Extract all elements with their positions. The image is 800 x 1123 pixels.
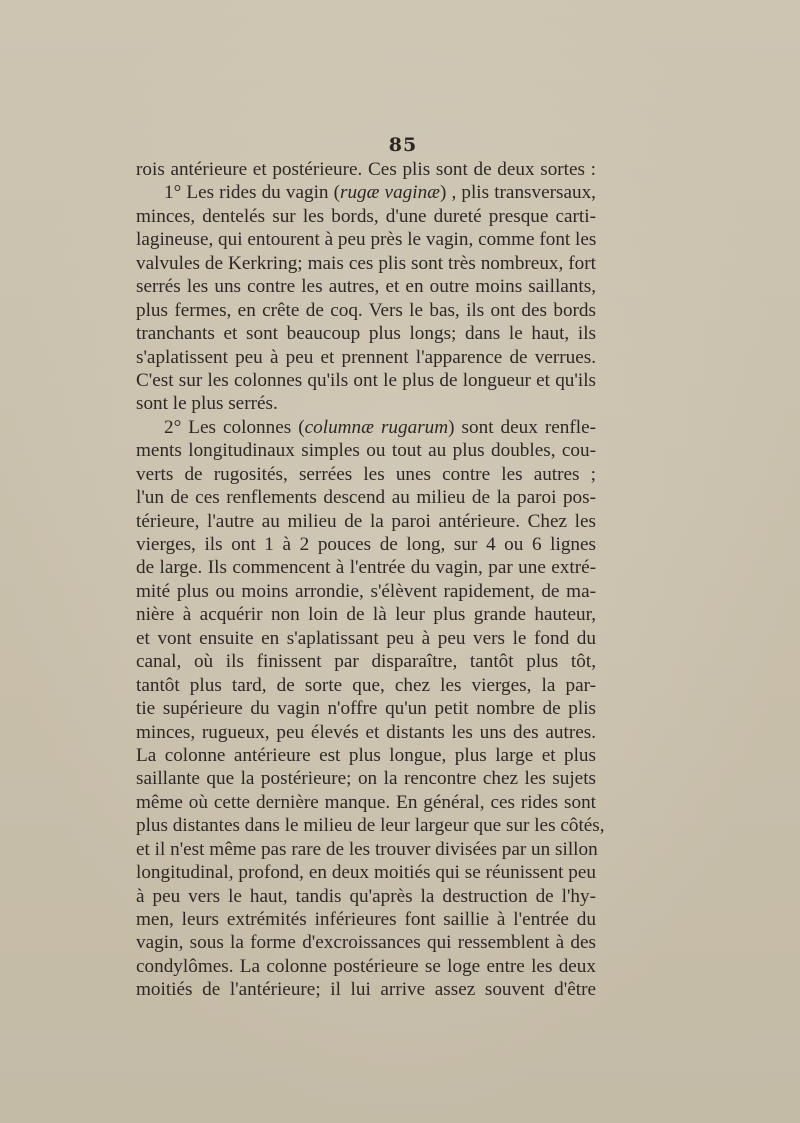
text-segment: C'est sur les colonnes qu'ils ont le plus de longueur et qu'ils — [136, 369, 596, 391]
text-line — [136, 228, 596, 251]
text-segment: l'un de ces renflements descend au milieu de la paroi pos- — [136, 487, 596, 509]
text-segment: La colonne antérieure est plus longue, plus large et plus — [136, 744, 596, 766]
text-line — [136, 439, 596, 462]
text-segment: mité plus ou moins arrondie, s'élèvent rapidement, de ma- — [136, 580, 596, 602]
text-line — [136, 955, 596, 978]
text-line — [136, 275, 596, 298]
text-line — [136, 931, 596, 954]
text-segment: nière à acquérir non loin de là leur plus grande hauteur, — [136, 604, 596, 626]
text-line — [136, 533, 596, 556]
text-line — [136, 908, 596, 931]
text-line — [136, 580, 596, 603]
text-segment: valvules de Kerkring; mais ces plis sont très nombreux, fort — [136, 252, 596, 274]
text-line — [136, 791, 596, 814]
text-line — [136, 861, 596, 884]
text-segment: et il n'est même pas rare de les trouver divisées par un sillon — [136, 838, 598, 860]
text-segment: 2° Les colonnes ( — [164, 416, 305, 438]
text-line — [136, 369, 596, 392]
text-line — [136, 299, 596, 322]
text-line — [136, 650, 596, 673]
text-segment: s'aplatissent peu à peu et prennent l'apparence de verrues. — [136, 346, 596, 368]
text-segment: et vont ensuite en s'aplatissant peu à peu vers le fond du — [136, 627, 596, 649]
text-segment: tie supérieure du vagin n'offre qu'un petit nombre de plis — [136, 698, 596, 720]
page-number: 85 — [388, 134, 418, 156]
text-segment: tantôt plus tard, de sorte que, chez les vierges, la par- — [136, 674, 596, 696]
text-line — [136, 744, 596, 767]
text-segment: lagineuse, qui entourent à peu près le vagin, comme font les — [136, 229, 597, 251]
italic-term: rugæ vaginæ — [340, 182, 440, 204]
text-segment: de large. Ils commencent à l'entrée du vagin, par une extré- — [136, 557, 596, 579]
text-line — [136, 767, 596, 790]
text-line — [136, 814, 605, 837]
text-line — [136, 510, 596, 533]
text-line — [136, 838, 596, 861]
text-line — [136, 721, 596, 744]
text-segment: saillante que la postérieure; on la rencontre chez les sujets — [136, 768, 596, 790]
text-line — [136, 603, 596, 626]
text-line — [136, 556, 596, 579]
text-segment: même où cette dernière manque. En général, ces rides sont — [136, 791, 596, 813]
text-line — [136, 885, 596, 908]
text-segment: 1° Les rides du vagin ( — [164, 182, 340, 204]
text-segment: rois antérieure et postérieure. Ces plis sont de deux sortes : — [136, 159, 596, 180]
body-text — [136, 158, 605, 1002]
text-segment: ) , plis transversaux, — [439, 182, 596, 204]
text-segment: canal, où ils finissent par disparaître, tantôt plus tôt, — [136, 651, 596, 673]
text-segment: tranchants et sont beaucoup plus longs; dans le haut, ils — [136, 323, 596, 345]
text-line — [136, 252, 596, 275]
text-line — [136, 158, 596, 181]
text-segment: minces, rugueux, peu élevés et distants les uns des autres. — [136, 721, 596, 743]
text-segment: à peu vers le haut, tandis qu'après la destruction de l'hy- — [136, 885, 596, 907]
text-segment: minces, dentelés sur les bords, d'une dureté presque carti- — [136, 205, 596, 227]
text-segment: plus fermes, en crête de coq. Vers le bas, ils ont des bords — [136, 299, 596, 321]
text-segment: sont le plus serrés. — [136, 393, 278, 415]
italic-term: columnæ rugarum — [304, 416, 449, 438]
text-line — [136, 181, 596, 204]
text-line — [136, 486, 596, 509]
text-segment: vierges, ils ont 1 à 2 pouces de long, sur 4 ou 6 lignes — [136, 534, 596, 555]
text-line — [136, 697, 596, 720]
text-segment: plus distantes dans le milieu de leur largeur que sur les côtés, — [136, 815, 605, 837]
text-segment: serrés les uns contre les autres, et en outre moins saillants, — [136, 276, 596, 298]
text-segment: men, leurs extrémités inférieures font saillie à l'entrée du — [136, 909, 596, 930]
text-line — [136, 674, 596, 697]
text-segment: condylômes. La colonne postérieure se loge entre les deux — [136, 955, 596, 977]
text-segment: ments longitudinaux simples ou tout au plus doubles, cou- — [136, 440, 596, 462]
text-segment: longitudinal, profond, en deux moitiés qui se réunissent peu — [136, 862, 596, 884]
text-line — [136, 463, 596, 486]
text-segment: ) sont deux renfle- — [448, 416, 596, 438]
text-line — [136, 322, 596, 345]
text-segment: térieure, l'autre au milieu de la paroi antérieure. Chez les — [136, 510, 596, 532]
text-line — [136, 978, 596, 1001]
text-line — [136, 627, 596, 650]
text-segment: moitiés de l'antérieure; il lui arrive assez souvent d'être — [136, 979, 596, 1001]
text-line — [136, 205, 596, 228]
text-line — [136, 392, 596, 415]
text-line — [136, 346, 596, 369]
text-segment: verts de rugosités, serrées les unes contre les autres ; — [136, 463, 596, 485]
text-segment: vagin, sous la forme d'excroissances qui ressemblent à des — [136, 932, 596, 954]
text-line — [136, 416, 596, 439]
